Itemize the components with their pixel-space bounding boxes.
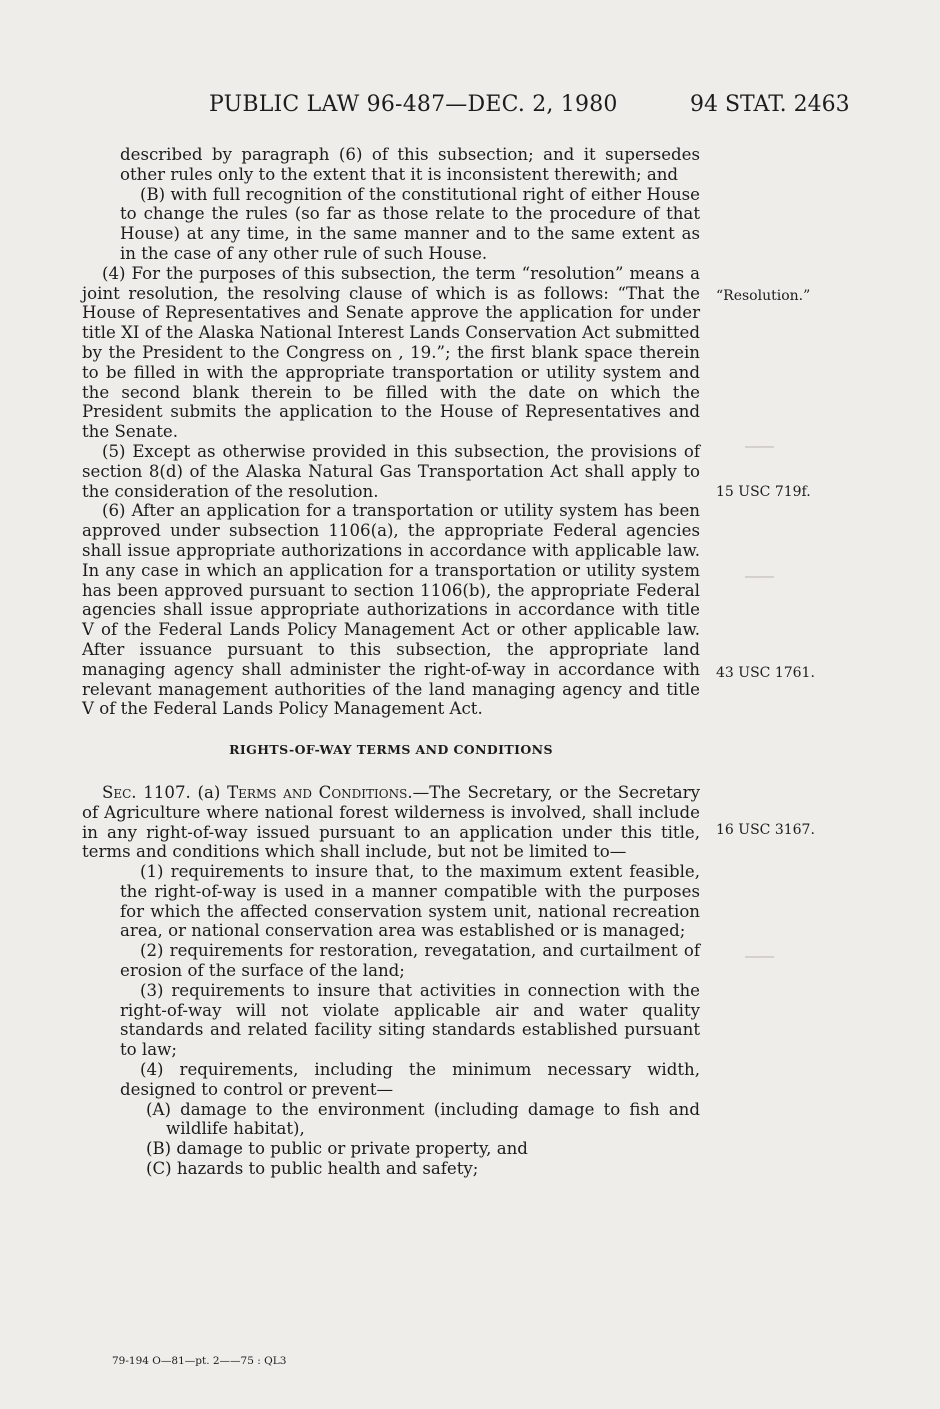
list-item-4: (4) requirements, including the minimum necessary width, designed to control or prevent— (120, 1060, 700, 1099)
margin-note-15-usc-719f: 15 USC 719f. (716, 484, 811, 500)
paragraph-continuation: described by paragraph (6) of this subsection; and it supersedes other rules only to the extent that it is inconsistent therewith; and (120, 145, 700, 184)
section-number: Sec. 1107. (102, 782, 191, 802)
paragraph-b: (B) with full recognition of the constitutional right of either House to change the rules (so far as those relate to the procedure of that House) at any time, in the same manner and to the same extent as in the case of any other rule of such House. (120, 184, 700, 263)
subsection-label: (a) (197, 782, 221, 802)
bleed-through-mark: ──── (745, 440, 774, 454)
subsection-caption: Terms and Conditions. (227, 782, 413, 802)
section-1107-intro (82, 783, 700, 862)
subitem-c: (C) hazards to public health and safety; (146, 1159, 479, 1179)
paragraph-6: (6) After an application for a transportation or utility system has been approved under subsection 1106(a), the appropriate Federal agencies shall issue appropriate authorizations in accordance with applicable law. In any case in which an application for a transportation or utility system has been approved pursuant to section 1106(b), the appropriate Federal agencies shall issue appropriate authorizations in accordance with title V of the Federal Lands Policy Management Act or other applicable law. After issuance pursuant to this subsection, the appropriate land managing agency shall administer the right-of-way in accordance with relevant management authorities of the land managing agency and title V of the Federal Lands Policy Management Act. (82, 501, 700, 719)
statute-body (82, 145, 700, 1179)
list-item-2: (2) requirements for restoration, revegatation, and curtailment of erosion of the surface of the land; (120, 941, 700, 981)
paragraph-5: (5) Except as otherwise provided in this subsection, the provisions of section 8(d) of the Alaska Natural Gas Transportation Act shall apply to the consideration of the resolution. (82, 441, 700, 501)
page-header-title: PUBLIC LAW 96-487—DEC. 2, 1980 (209, 92, 618, 117)
subitem-b: (B) damage to public or private property, and (146, 1139, 528, 1159)
margin-note-16-usc-3167: 16 USC 3167. (716, 822, 815, 838)
print-job-footer: 79-194 O—81—pt. 2——75 : QL3 (112, 1355, 287, 1367)
margin-note-43-usc-1761: 43 USC 1761. (716, 665, 815, 681)
bleed-through-mark: ──── (745, 950, 774, 964)
subsection-text: —The Secretary, or the Secretary of Agriculture where national forest wilderness is involved, shall include in any right-of-way issued pursuant to an application under this title, terms and conditions which shall include, but not be limited to— (82, 782, 700, 862)
margin-note-resolution: “Resolution.” (716, 288, 811, 304)
list-item-3: (3) requirements to insure that activities in connection with the right-of-way will not violate applicable air and water quality standards and related facility siting standards established pursuant to law; (120, 980, 700, 1060)
bleed-through-mark: ──── (745, 570, 774, 584)
subitem-a: (A) damage to the environment (including damage to fish and wildlife habitat), (146, 1099, 700, 1139)
page-header-stat-number: 94 STAT. 2463 (690, 92, 850, 117)
section-heading: RIGHTS-OF-WAY TERMS AND CONDITIONS (229, 742, 553, 758)
paragraph-4-resolution: (4) For the purposes of this subsection, the term “resolution” means a joint resolution, the resolving clause of which is as follows: “That the House of Representatives and Senate approve the application for under title XI of the Alaska National Interest Lands Conservation Act submitted by the President to the Congress on , 19.”; the first blank space therein to be filled in with the appropriate transportation or utility system and the second blank therein to be filled with the date on which the President submits the application to the House of Representatives and the Senate. (82, 263, 700, 442)
list-item-1: (1) requirements to insure that, to the maximum extent feasible, the right-of-way is used in a manner compatible with the purposes for which the affected conservation system unit, national recreation area, or national conservation area was established or is managed; (120, 862, 700, 941)
